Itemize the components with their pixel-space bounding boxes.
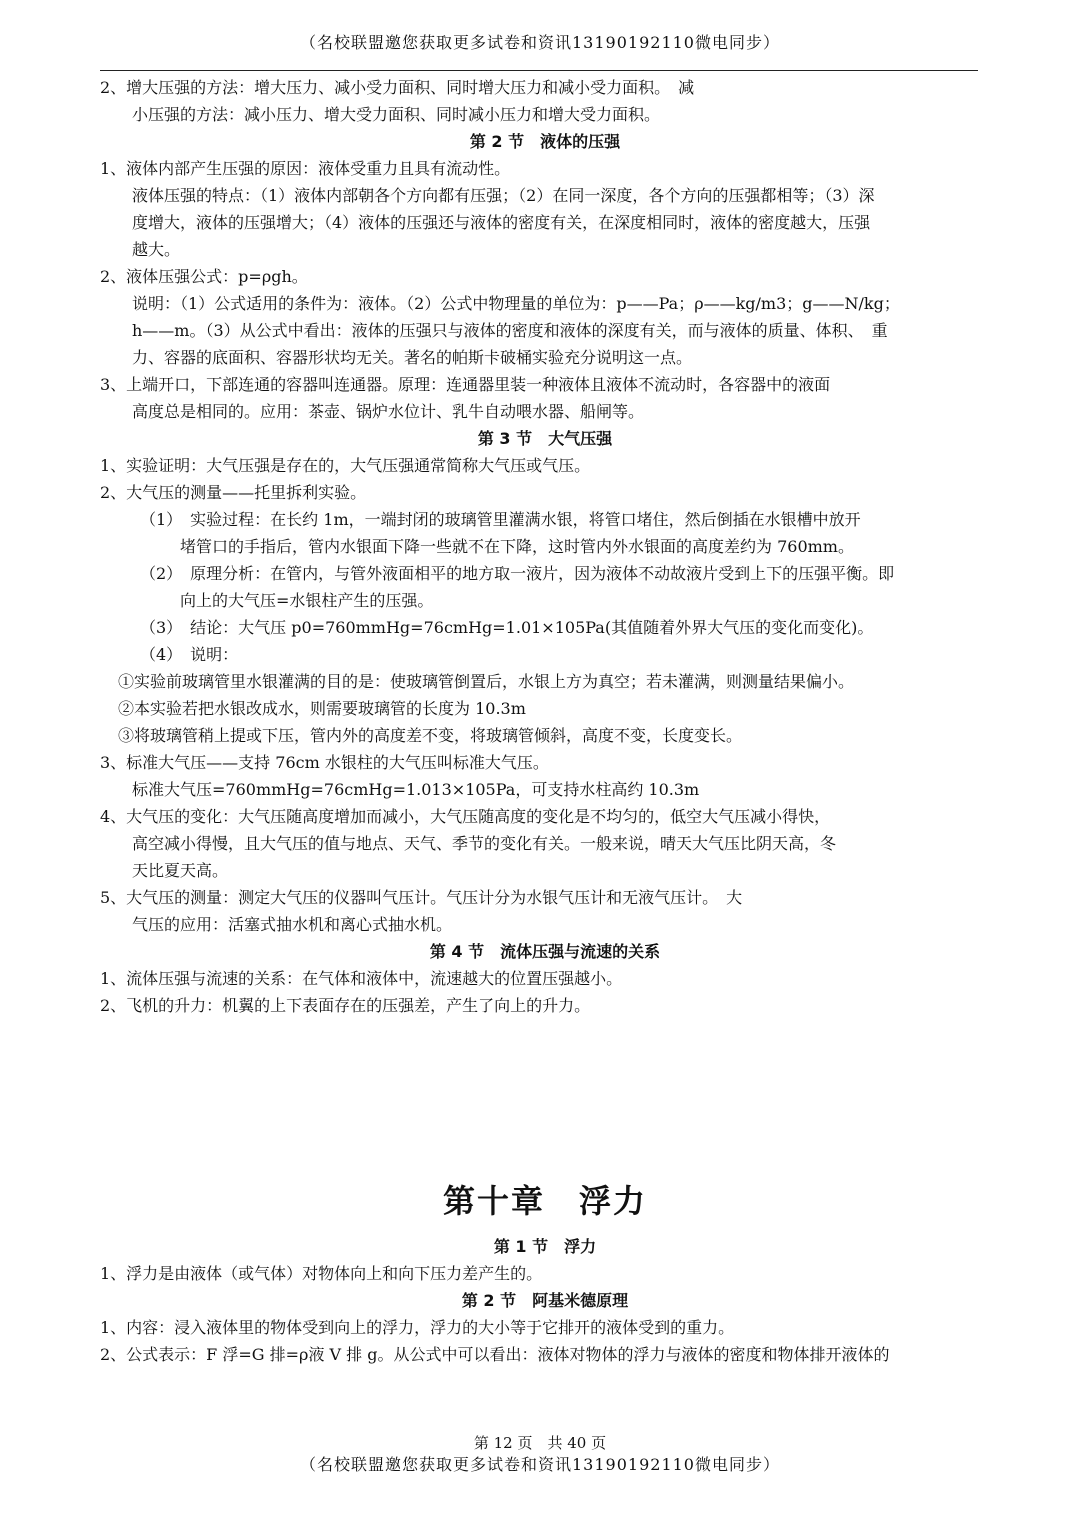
- header-rule: [100, 70, 978, 71]
- section-heading: 第 4 节 流体压强与流速的关系: [429, 942, 661, 961]
- text-line: 度增大，液体的压强增大；（4）液体的压强还与液体的密度有关，在深度相同时，液体的密度越大，压强: [132, 213, 871, 232]
- text-line: （1） 实验过程：在长约 1m，一端封闭的玻璃管里灌满水银，将管口堵住，然后倒插在水银槽中放开: [140, 510, 861, 529]
- text-line: 1、液体内部产生压强的原因：液体受重力且具有流动性。: [100, 159, 511, 178]
- text-line: 标准大气压=760mmHg=76cmHg=1.013×105Pa，可支持水柱高约 10.3m: [132, 780, 700, 799]
- text-line: 小压强的方法：减小压力、增大受力面积、同时减小压力和增大受力面积。: [132, 105, 661, 124]
- text-line: 3、标准大气压——支持 76cm 水银柱的大气压叫标准大气压。: [100, 753, 549, 772]
- text-line: 3、上端开口，下部连通的容器叫连通器。原理：连通器里装一种液体且液体不流动时，各容器中的液面: [100, 375, 831, 394]
- text-line: 高空减小得慢，且大气压的值与地点、天气、季节的变化有关。一般来说，晴天大气压比阴天高，冬: [132, 834, 837, 853]
- text-line: 天比夏天高。: [132, 861, 229, 880]
- text-line: h——m。（3）从公式中看出：液体的压强只与液体的密度和液体的深度有关，而与液体的质量、体积、 重: [132, 321, 888, 340]
- text-line: 2、飞机的升力：机翼的上下表面存在的压强差，产生了向上的升力。: [100, 996, 591, 1015]
- page-number: 第 12 页 共 40 页: [473, 1434, 607, 1452]
- document-body: [100, 74, 990, 1368]
- page-header: （名校联盟邀您获取更多试卷和资讯13190192110微电同步）: [300, 33, 780, 52]
- chapter-title: 第十章 浮力: [442, 1182, 647, 1220]
- blank-space: [100, 1019, 990, 1169]
- text-line: 2、液体压强公式：p=ρgh。: [100, 267, 308, 286]
- text-line: 1、流体压强与流速的关系：在气体和液体中，流速越大的位置压强越小。: [100, 969, 623, 988]
- text-line: 1、浮力是由液体（或气体）对物体向上和向下压力差产生的。: [100, 1264, 543, 1283]
- section-heading: 第 1 节 浮力: [493, 1237, 597, 1256]
- text-line: 高度总是相同的。应用：茶壶、锅炉水位计、乳牛自动喂水器、船闸等。: [132, 402, 645, 421]
- text-line: 4、大气压的变化：大气压随高度增加而减小，大气压随高度的变化是不均匀的，低空大气压减小得快，: [100, 807, 831, 826]
- text-line: 越大。: [132, 240, 181, 259]
- text-line: 堵管口的手指后，管内水银面下降一些就不在下降，这时管内外水银面的高度差约为 760mm。: [180, 537, 854, 556]
- text-line: ②本实验若把水银改成水，则需要玻璃管的长度为 10.3m: [118, 699, 526, 718]
- section-heading: 第 2 节 阿基米德原理: [461, 1291, 629, 1310]
- text-line: （4） 说明：: [140, 645, 239, 664]
- section-heading: 第 3 节 大气压强: [477, 429, 613, 448]
- text-line: 说明：（1）公式适用的条件为：液体。（2）公式中物理量的单位为：p——Pa；ρ——kg/m3；g——N/kg；: [132, 294, 900, 313]
- text-line: ③将玻璃管稍上提或下压，管内外的高度差不变，将玻璃管倾斜，高度不变，长度变长。: [118, 726, 743, 745]
- page-footer: （名校联盟邀您获取更多试卷和资讯13190192110微电同步）: [300, 1455, 780, 1474]
- text-line: 5、大气压的测量：测定大气压的仪器叫气压计。气压计分为水银气压计和无液气压计。 大: [100, 888, 743, 907]
- text-line: 2、增大压强的方法：增大压力、减小受力面积、同时增大压力和减小受力面积。 减: [100, 78, 695, 97]
- text-line: 1、内容：浸入液体里的物体受到向上的浮力，浮力的大小等于它排开的液体受到的重力。: [100, 1318, 735, 1337]
- text-line: 气压的应用：活塞式抽水机和离心式抽水机。: [132, 915, 453, 934]
- text-line: 力、容器的底面积、容器形状均无关。著名的帕斯卡破桶实验充分说明这一点。: [132, 348, 693, 367]
- text-line: （2） 原理分析：在管内，与管外液面相平的地方取一液片，因为液体不动故液片受到上下的压强平衡。即: [140, 564, 895, 583]
- text-line: 2、大气压的测量——托里拆利实验。: [100, 483, 367, 502]
- text-line: （3） 结论：大气压 p0=760mmHg=76cmHg=1.01×105Pa(其值随着外界大气压的变化而变化)。: [140, 618, 874, 637]
- text-line: 2、公式表示：F 浮=G 排=ρ液 V 排 g。从公式中可以看出：液体对物体的浮力与液体的密度和物体排开液体的: [100, 1345, 890, 1364]
- text-line: ①实验前玻璃管里水银灌满的目的是：使玻璃管倒置后，水银上方为真空；若未灌满，则测量结果偏小。: [118, 672, 855, 691]
- text-line: 向上的大气压=水银柱产生的压强。: [180, 591, 434, 610]
- text-line: 液体压强的特点：（1）液体内部朝各个方向都有压强；（2）在同一深度，各个方向的压强都相等；（3）深: [132, 186, 875, 205]
- text-line: 1、实验证明：大气压强是存在的，大气压强通常简称大气压或气压。: [100, 456, 591, 475]
- section-heading: 第 2 节 液体的压强: [469, 132, 621, 151]
